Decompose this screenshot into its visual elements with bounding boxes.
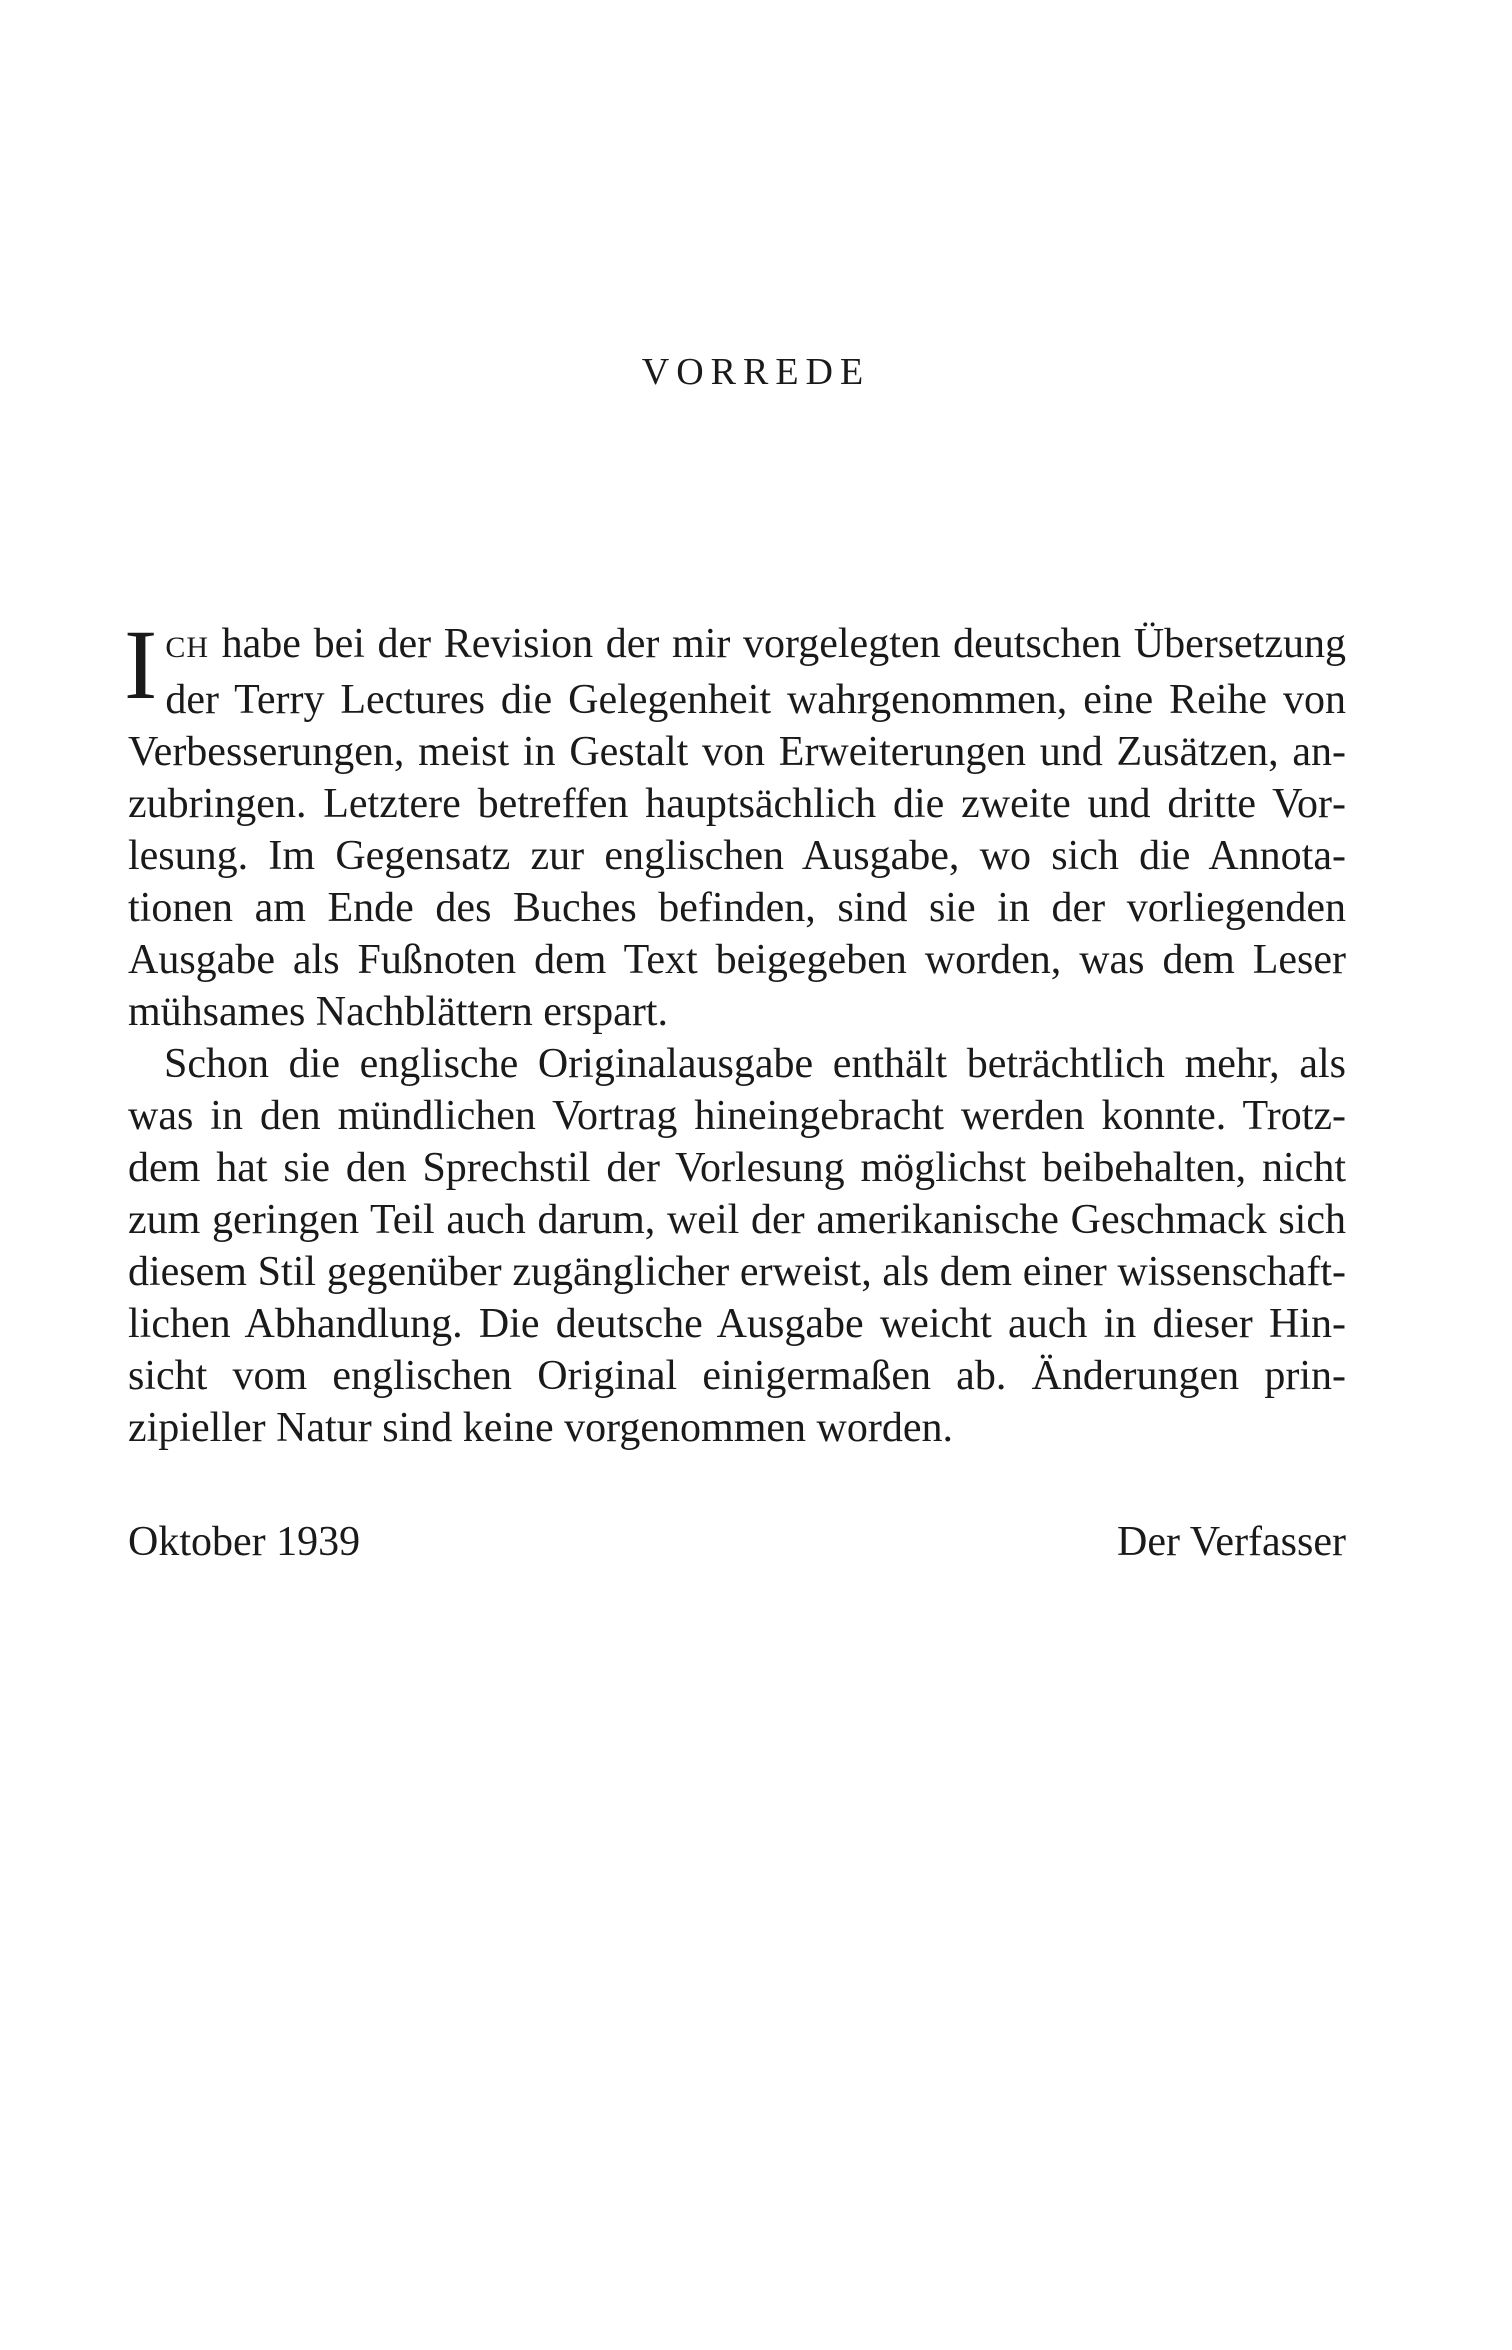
paragraph-2: Schon die englische Originalausgabe enthält beträchtlich mehr, als was in den mündlichen Vortrag hineingebracht werden konnte. Trotzdem hat sie den Sprechstil der Vorlesung möglichst beibehalten, nicht zum geringen Teil auch darum, weil der amerikanische Geschmack sich diesem Stil gegenüber zugänglicher erweist, als dem einer wissenschaftlichen Abhandlung. Die deutsche Ausgabe weicht auch in dieser Hinsicht vom englischen Original einigermaßen ab. Änderungen prinzipieller Natur sind keine vorgenommen worden. (128, 1041, 1346, 1451)
paragraph-1-text: habe bei der Revision der mir vorgelegten deutschen Übersetzung der Terry Lectures die Gelegenheit wahrgenommen, eine Reihe von Verbesserungen, meist in Gestalt von Erweiterungen und Zusätzen, anzubringen. Letztere betreffen hauptsächlich die zweite und dritte Vorlesung. Im Gegensatz zur englischen Ausgabe, wo sich die Annotationen am Ende des Buches befinden, sind sie in der vorliegenden Ausgabe als Fußnoten dem Text beigegeben worden, was dem Leser mühsames Nachblättern erspart. (128, 621, 1346, 1035)
closing-line (128, 1516, 1346, 1568)
small-caps-lead: CH (165, 631, 209, 664)
author-signature: Der Verfasser (1117, 1519, 1346, 1565)
date: Oktober 1939 (128, 1519, 361, 1565)
paragraph-1 (124, 609, 1346, 1038)
preface-body (124, 609, 1346, 1454)
page-title: VORREDE (641, 351, 871, 393)
drop-cap: I (124, 609, 158, 720)
